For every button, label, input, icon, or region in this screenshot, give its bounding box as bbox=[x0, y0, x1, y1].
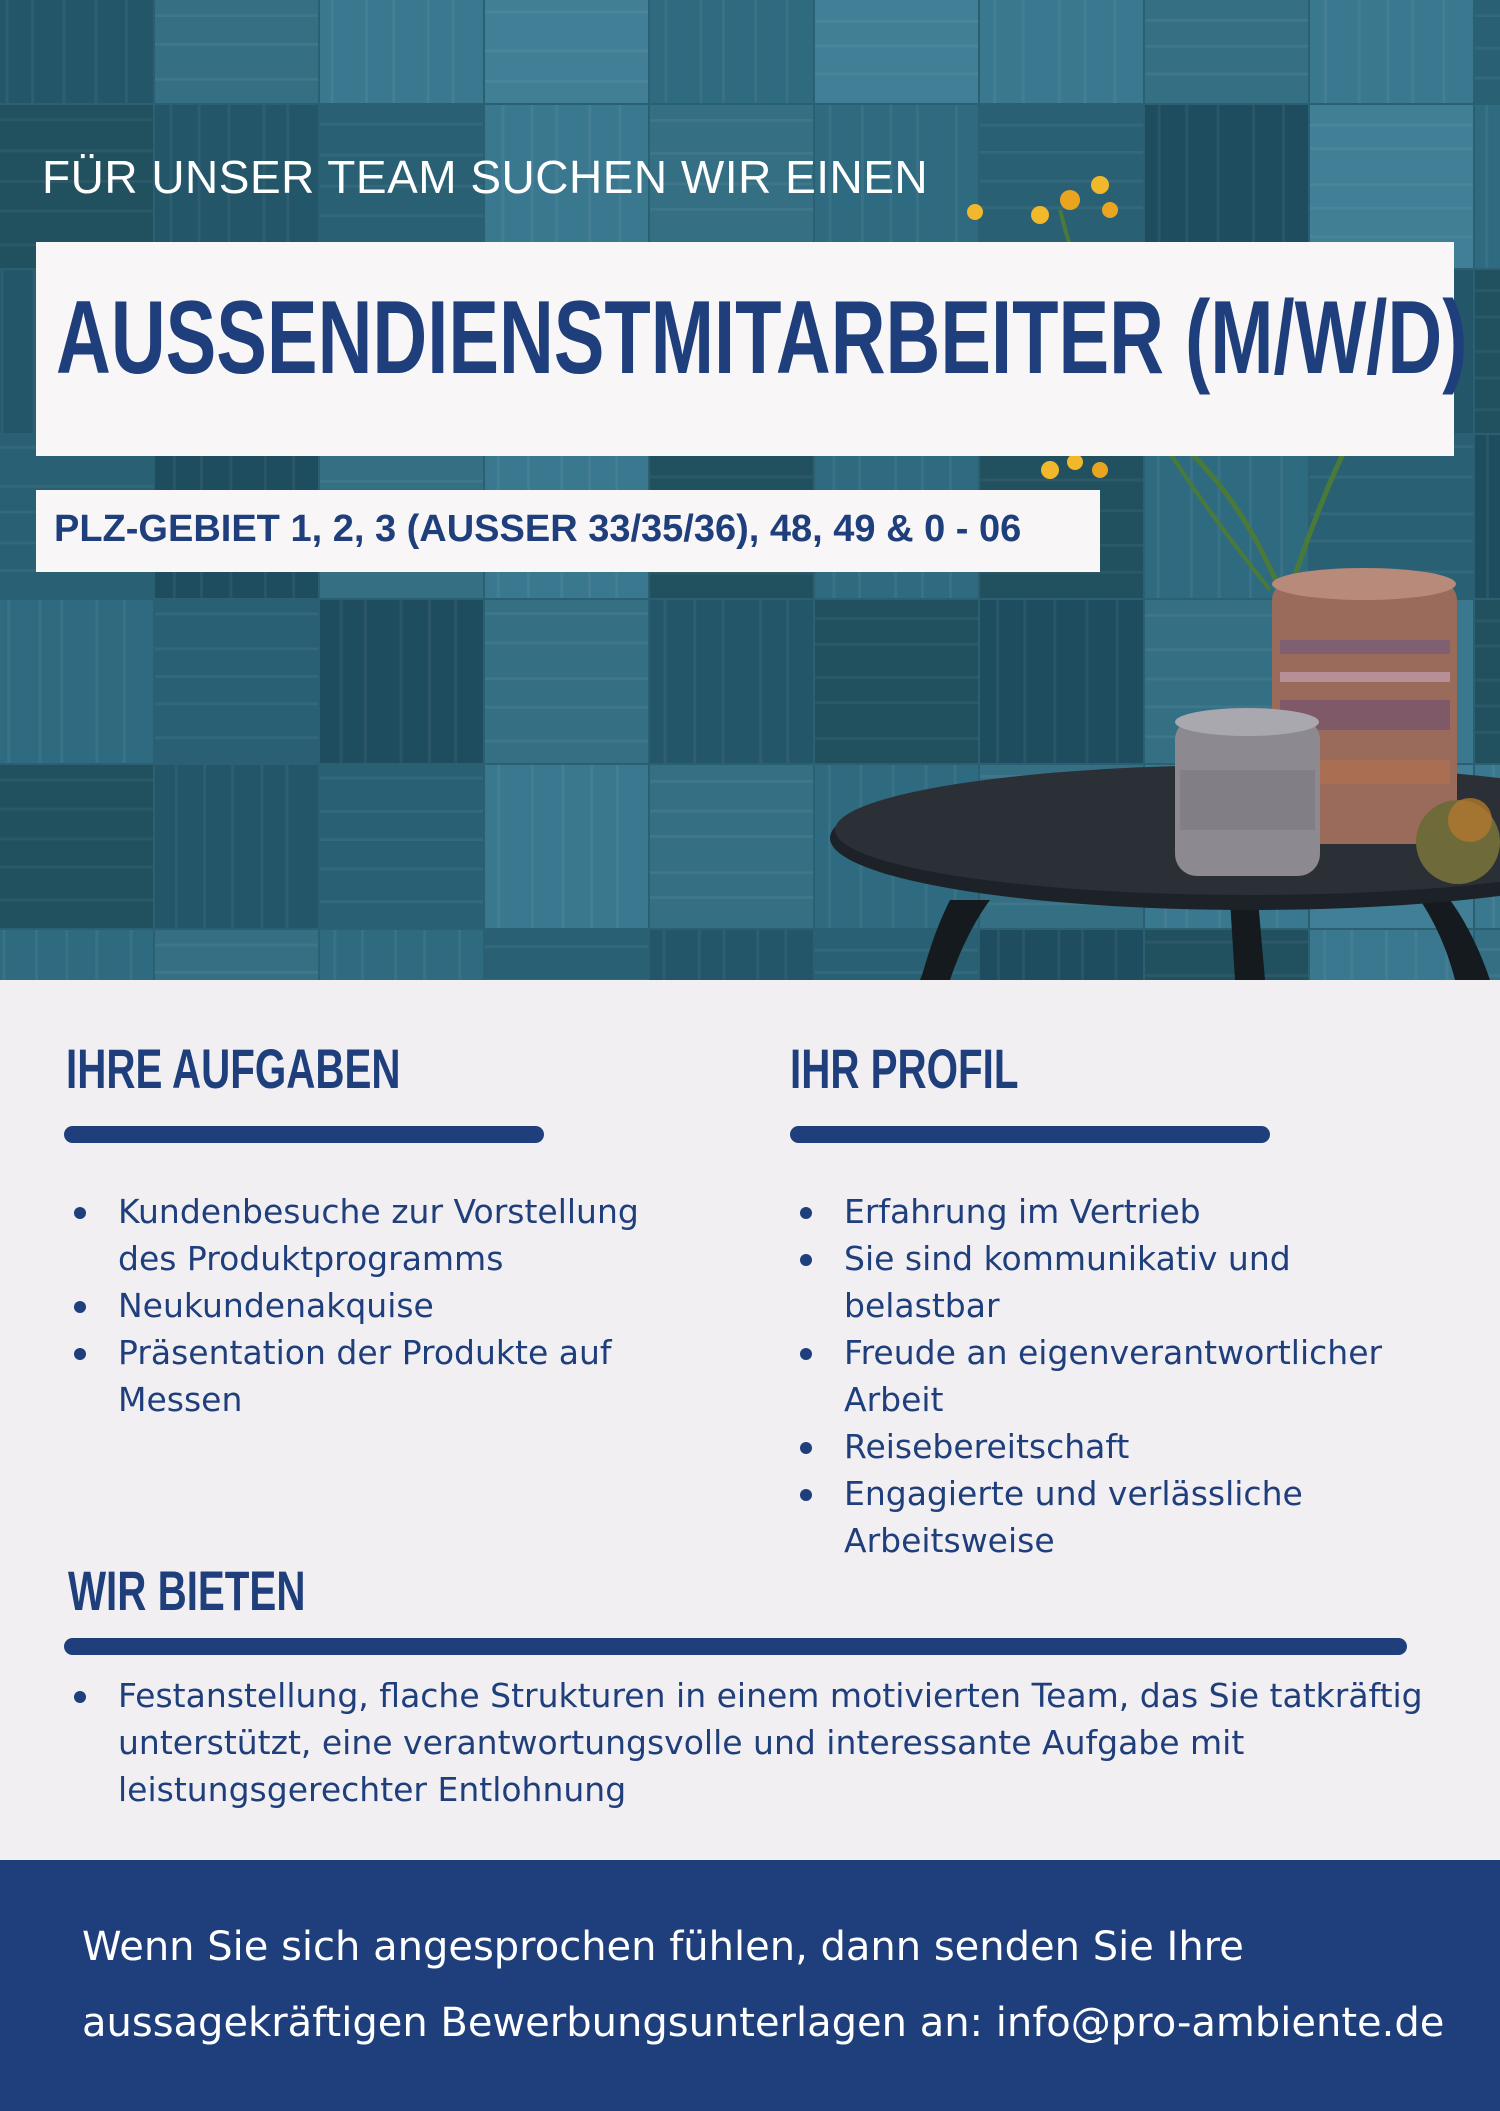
aufgaben-item-line: Messen bbox=[118, 1380, 243, 1419]
wood-grain bbox=[1475, 679, 1500, 682]
wood-grain bbox=[339, 600, 342, 763]
wood-grain bbox=[650, 896, 813, 899]
wood-grain bbox=[531, 765, 534, 928]
wood-grain bbox=[980, 206, 1143, 209]
wood-grain bbox=[320, 867, 483, 870]
wood-grain bbox=[1057, 930, 1060, 980]
wood-grain bbox=[65, 930, 68, 980]
wood-grain bbox=[1145, 19, 1308, 22]
wood-grain bbox=[1249, 435, 1252, 598]
wood-grain bbox=[155, 647, 318, 650]
wood-grain bbox=[993, 0, 996, 103]
wood-grain bbox=[155, 675, 318, 678]
wood-grain bbox=[62, 0, 65, 103]
region-text: PLZ-GEBIET 1, 2, 3 (AUSSER 33/35/36), 48, 49 & 0 - 06 bbox=[54, 508, 1022, 550]
wood-grain bbox=[485, 677, 648, 680]
wood-tile bbox=[980, 0, 1143, 103]
wood-grain bbox=[155, 612, 318, 615]
wood-grain bbox=[616, 765, 619, 928]
wood-grain bbox=[1116, 600, 1119, 763]
wood-grain bbox=[786, 0, 789, 103]
wood-grain bbox=[759, 600, 762, 763]
profil-list bbox=[792, 1188, 1472, 1564]
wood-grain bbox=[815, 643, 978, 646]
wood-grain bbox=[698, 930, 701, 980]
aufgaben-item-line: Neukundenakquise bbox=[118, 1286, 434, 1325]
wood-grain bbox=[203, 765, 206, 928]
wood-grain bbox=[1310, 183, 1473, 186]
wood-grain bbox=[175, 765, 178, 928]
wood-grain bbox=[815, 737, 978, 740]
wood-grain bbox=[650, 810, 813, 813]
wood-grain bbox=[1350, 930, 1353, 980]
wood-grain bbox=[722, 600, 725, 763]
wood-grain bbox=[428, 600, 431, 763]
wood-grain bbox=[286, 765, 289, 928]
wood-grain bbox=[0, 485, 153, 488]
wood-grain bbox=[6, 0, 9, 103]
wood-grain bbox=[155, 944, 318, 947]
wood-grain bbox=[260, 765, 263, 928]
wood-grain bbox=[320, 480, 483, 483]
wood-grain bbox=[458, 930, 461, 980]
wood-grain bbox=[1475, 76, 1500, 79]
wood-grain bbox=[497, 765, 500, 928]
wood-grain bbox=[7, 600, 10, 763]
wood-grain bbox=[0, 866, 153, 869]
wood-grain bbox=[485, 612, 648, 615]
wood-grain bbox=[1310, 147, 1473, 150]
wood-grain bbox=[485, 641, 648, 644]
profil-item bbox=[792, 1329, 1472, 1423]
bieten-item bbox=[66, 1672, 1466, 1813]
wood-grain bbox=[123, 600, 126, 763]
wood-grain bbox=[1114, 0, 1117, 103]
wood-grain bbox=[1280, 435, 1283, 598]
wood-grain bbox=[1023, 600, 1026, 763]
wood-grain bbox=[663, 930, 666, 980]
wood-grain bbox=[1475, 47, 1500, 50]
wood-grain bbox=[394, 930, 397, 980]
footer-contact bbox=[0, 1860, 1500, 2111]
wood-tile bbox=[980, 930, 1143, 980]
wood-grain bbox=[485, 11, 648, 14]
wood-grain bbox=[815, 617, 978, 620]
hero-kicker: FÜR UNSER TEAM SUCHEN WIR EINEN bbox=[42, 151, 929, 203]
wood-grain bbox=[320, 810, 483, 813]
bieten-item-line: unterstützt, eine verantwortungsvolle und interessante Aufgabe mit bbox=[118, 1723, 1245, 1762]
bieten-list bbox=[66, 1672, 1466, 1813]
aufgaben-item bbox=[66, 1188, 706, 1282]
wood-tile bbox=[1145, 0, 1308, 103]
wood-grain bbox=[815, 676, 978, 679]
profil-item bbox=[792, 1188, 1472, 1235]
wood-grain bbox=[722, 0, 725, 103]
profil-rule bbox=[790, 1126, 1270, 1143]
profil-item-line: Arbeitsweise bbox=[844, 1521, 1055, 1560]
wood-grain bbox=[0, 118, 153, 121]
hero-section bbox=[0, 0, 1500, 980]
wood-grain bbox=[1145, 974, 1308, 977]
wood-grain bbox=[320, 123, 483, 126]
wood-grain bbox=[980, 151, 1143, 154]
wood-grain bbox=[784, 930, 787, 980]
wood-tile bbox=[320, 765, 483, 928]
wood-grain bbox=[365, 0, 368, 103]
wood-grain bbox=[723, 930, 726, 980]
wood-grain bbox=[155, 43, 318, 46]
wood-grain bbox=[562, 765, 565, 928]
wood-grain bbox=[1324, 0, 1327, 103]
wood-grain bbox=[1475, 315, 1500, 318]
wood-grain bbox=[95, 600, 98, 763]
footer-line-2: aussagekräftigen Bewerbungsunterlagen an: info@pro-ambiente.de bbox=[82, 2000, 1445, 2046]
wood-grain bbox=[485, 80, 648, 83]
aufgaben-item bbox=[66, 1329, 706, 1423]
wood-grain bbox=[399, 600, 402, 763]
wood-grain bbox=[786, 600, 789, 763]
profil-heading: IHR PROFIL bbox=[790, 1037, 1019, 1100]
aufgaben-list bbox=[66, 1188, 706, 1423]
wood-grain bbox=[756, 930, 759, 980]
wood-grain bbox=[333, 930, 336, 980]
wood-grain bbox=[1475, 14, 1500, 17]
wood-grain bbox=[94, 0, 97, 103]
wood-grain bbox=[0, 899, 153, 902]
wood-grain bbox=[427, 0, 430, 103]
wood-tile bbox=[0, 0, 153, 103]
wood-tile bbox=[0, 600, 153, 763]
wood-grain bbox=[485, 945, 648, 948]
wood-grain bbox=[452, 0, 455, 103]
wood-grain bbox=[664, 0, 667, 103]
content-section bbox=[0, 980, 1500, 1860]
wood-grain bbox=[155, 971, 318, 974]
wood-grain bbox=[650, 475, 813, 478]
wood-grain bbox=[754, 0, 757, 103]
wood-grain bbox=[392, 0, 395, 103]
footer-line-1: Wenn Sie sich angesprochen fühlen, dann senden Sie Ihre bbox=[82, 1924, 1244, 1970]
profil-item-line: Freude an eigenverantwortlicher bbox=[844, 1333, 1383, 1372]
wood-grain bbox=[125, 0, 128, 103]
wood-tile bbox=[485, 600, 648, 763]
wood-grain bbox=[815, 701, 978, 704]
wood-grain bbox=[155, 702, 318, 705]
profil-item-line: Arbeit bbox=[844, 1380, 944, 1419]
bieten-heading: WIR BIETEN bbox=[68, 1559, 306, 1622]
wood-grain bbox=[650, 572, 813, 575]
wood-grain bbox=[1218, 435, 1221, 598]
wood-grain bbox=[0, 807, 153, 810]
wood-grain bbox=[1475, 289, 1500, 292]
wood-grain bbox=[1323, 930, 1326, 980]
bieten-rule bbox=[64, 1638, 1407, 1655]
aufgaben-heading: IHRE AUFGABEN bbox=[66, 1037, 401, 1100]
wood-grain bbox=[1387, 0, 1390, 103]
wood-grain bbox=[1081, 930, 1084, 980]
aufgaben-item bbox=[66, 1282, 706, 1329]
wood-grain bbox=[1485, 105, 1488, 268]
wood-grain bbox=[0, 778, 153, 781]
wood-grain bbox=[650, 835, 813, 838]
wood-grain bbox=[361, 930, 364, 980]
wood-grain bbox=[129, 930, 132, 980]
wood-grain bbox=[1475, 644, 1500, 647]
wood-grain bbox=[1475, 350, 1500, 353]
wood-grain bbox=[485, 49, 648, 52]
wood-grain bbox=[155, 14, 318, 17]
profil-item-line: Engagierte und verlässliche bbox=[844, 1474, 1303, 1513]
wood-tile bbox=[155, 765, 318, 928]
wood-grain bbox=[997, 930, 1000, 980]
wood-grain bbox=[650, 871, 813, 874]
wood-grain bbox=[700, 0, 703, 103]
wood-grain bbox=[980, 180, 1143, 183]
wood-tile bbox=[650, 765, 813, 928]
wood-tile bbox=[815, 0, 978, 103]
wood-tile bbox=[1145, 435, 1308, 598]
wood-tile bbox=[485, 930, 648, 980]
wood-grain bbox=[590, 765, 593, 928]
wood-grain bbox=[1475, 619, 1500, 622]
job-title: AUSSENDIENSTMITARBEITER (M/W/D) bbox=[56, 280, 1468, 396]
wood-grain bbox=[1145, 72, 1308, 75]
wood-grain bbox=[331, 0, 334, 103]
wood-grain bbox=[1475, 704, 1500, 707]
wood-grain bbox=[996, 600, 999, 763]
wood-grain bbox=[1310, 512, 1473, 515]
profil-item-line: Erfahrung im Vertrieb bbox=[844, 1192, 1201, 1231]
wood-grain bbox=[1385, 930, 1388, 980]
region-box bbox=[36, 490, 1100, 572]
wood-grain bbox=[980, 478, 1143, 481]
wood-grain bbox=[320, 777, 483, 780]
wood-grain bbox=[815, 20, 978, 23]
short-vase bbox=[1175, 708, 1320, 876]
wood-tile bbox=[650, 0, 813, 103]
wood-grain bbox=[364, 600, 367, 763]
wood-grain bbox=[155, 736, 318, 739]
wood-grain bbox=[1358, 0, 1361, 103]
wood-grain bbox=[1475, 731, 1500, 734]
wood-grain bbox=[815, 971, 978, 974]
aufgaben-item-line: Kundenbesuche zur Vorstellung bbox=[118, 1192, 639, 1231]
wood-grain bbox=[1022, 930, 1025, 980]
profil-item-line: belastbar bbox=[844, 1286, 1000, 1325]
wood-grain bbox=[0, 209, 153, 212]
wood-grain bbox=[0, 837, 153, 840]
wood-grain bbox=[693, 600, 696, 763]
bieten-item-line: Festanstellung, flache Strukturen in einem motivierten Team, das Sie tatkräftig bbox=[118, 1676, 1423, 1715]
wood-grain bbox=[3, 930, 6, 980]
profil-item-line: Sie sind kommunikativ und bbox=[844, 1239, 1291, 1278]
title-box bbox=[36, 242, 1468, 456]
wood-tile bbox=[1145, 930, 1308, 980]
wood-grain bbox=[1310, 540, 1473, 543]
wood-grain bbox=[485, 706, 648, 709]
wood-grain bbox=[1190, 435, 1193, 598]
wood-grain bbox=[980, 124, 1143, 127]
aufgaben-item-line: Präsentation der Produkte auf bbox=[118, 1333, 612, 1372]
wood-grain bbox=[1475, 948, 1500, 951]
wood-tile bbox=[1310, 0, 1473, 103]
wood-grain bbox=[1486, 435, 1489, 598]
wood-grain bbox=[1058, 0, 1061, 103]
wood-grain bbox=[1084, 0, 1087, 103]
profil-item bbox=[792, 1470, 1472, 1564]
wood-grain bbox=[815, 72, 978, 75]
wood-grain bbox=[320, 838, 483, 841]
wood-grain bbox=[31, 0, 34, 103]
wood-grain bbox=[1157, 435, 1160, 598]
wood-grain bbox=[664, 600, 667, 763]
wood-grain bbox=[1, 270, 4, 433]
wood-grain bbox=[1310, 124, 1473, 127]
wood-grain bbox=[1022, 0, 1025, 103]
wood-grain bbox=[1310, 235, 1473, 238]
wood-grain bbox=[815, 44, 978, 47]
wood-grain bbox=[35, 930, 38, 980]
wood-grain bbox=[1411, 0, 1414, 103]
wood-grain bbox=[95, 930, 98, 980]
wood-tile bbox=[0, 765, 153, 928]
wood-grain bbox=[320, 214, 483, 217]
wood-grain bbox=[155, 78, 318, 81]
wood-grain bbox=[1475, 376, 1500, 379]
aufgaben-rule bbox=[64, 1126, 544, 1143]
wood-grain bbox=[1475, 408, 1500, 411]
wood-grain bbox=[1115, 930, 1118, 980]
profil-item-line: Reisebereitschaft bbox=[844, 1427, 1130, 1466]
wood-grain bbox=[650, 780, 813, 783]
wood-grain bbox=[231, 765, 234, 928]
profil-item bbox=[792, 1235, 1472, 1329]
wood-grain bbox=[1145, 45, 1308, 48]
wood-grain bbox=[454, 600, 457, 763]
bieten-item-line: leistungsgerechter Entlohnung bbox=[118, 1770, 627, 1809]
wood-grain bbox=[650, 119, 813, 122]
wood-grain bbox=[60, 600, 63, 763]
wood-grain bbox=[423, 930, 426, 980]
wood-tile bbox=[320, 0, 483, 103]
wood-grain bbox=[1145, 941, 1308, 944]
wood-grain bbox=[1086, 600, 1089, 763]
wood-grain bbox=[1442, 0, 1445, 103]
wood-grain bbox=[1414, 930, 1417, 980]
wood-grain bbox=[485, 740, 648, 743]
wood-tile bbox=[485, 765, 648, 928]
profil-item bbox=[792, 1423, 1472, 1470]
wood-grain bbox=[320, 900, 483, 903]
wood-grain bbox=[39, 600, 42, 763]
wood-grain bbox=[1053, 600, 1056, 763]
wood-tile bbox=[650, 930, 813, 980]
wood-grain bbox=[828, 765, 831, 928]
aufgaben-item-line: des Produktprogramms bbox=[118, 1239, 504, 1278]
wood-grain bbox=[1310, 207, 1473, 210]
wood-grain bbox=[650, 208, 813, 211]
